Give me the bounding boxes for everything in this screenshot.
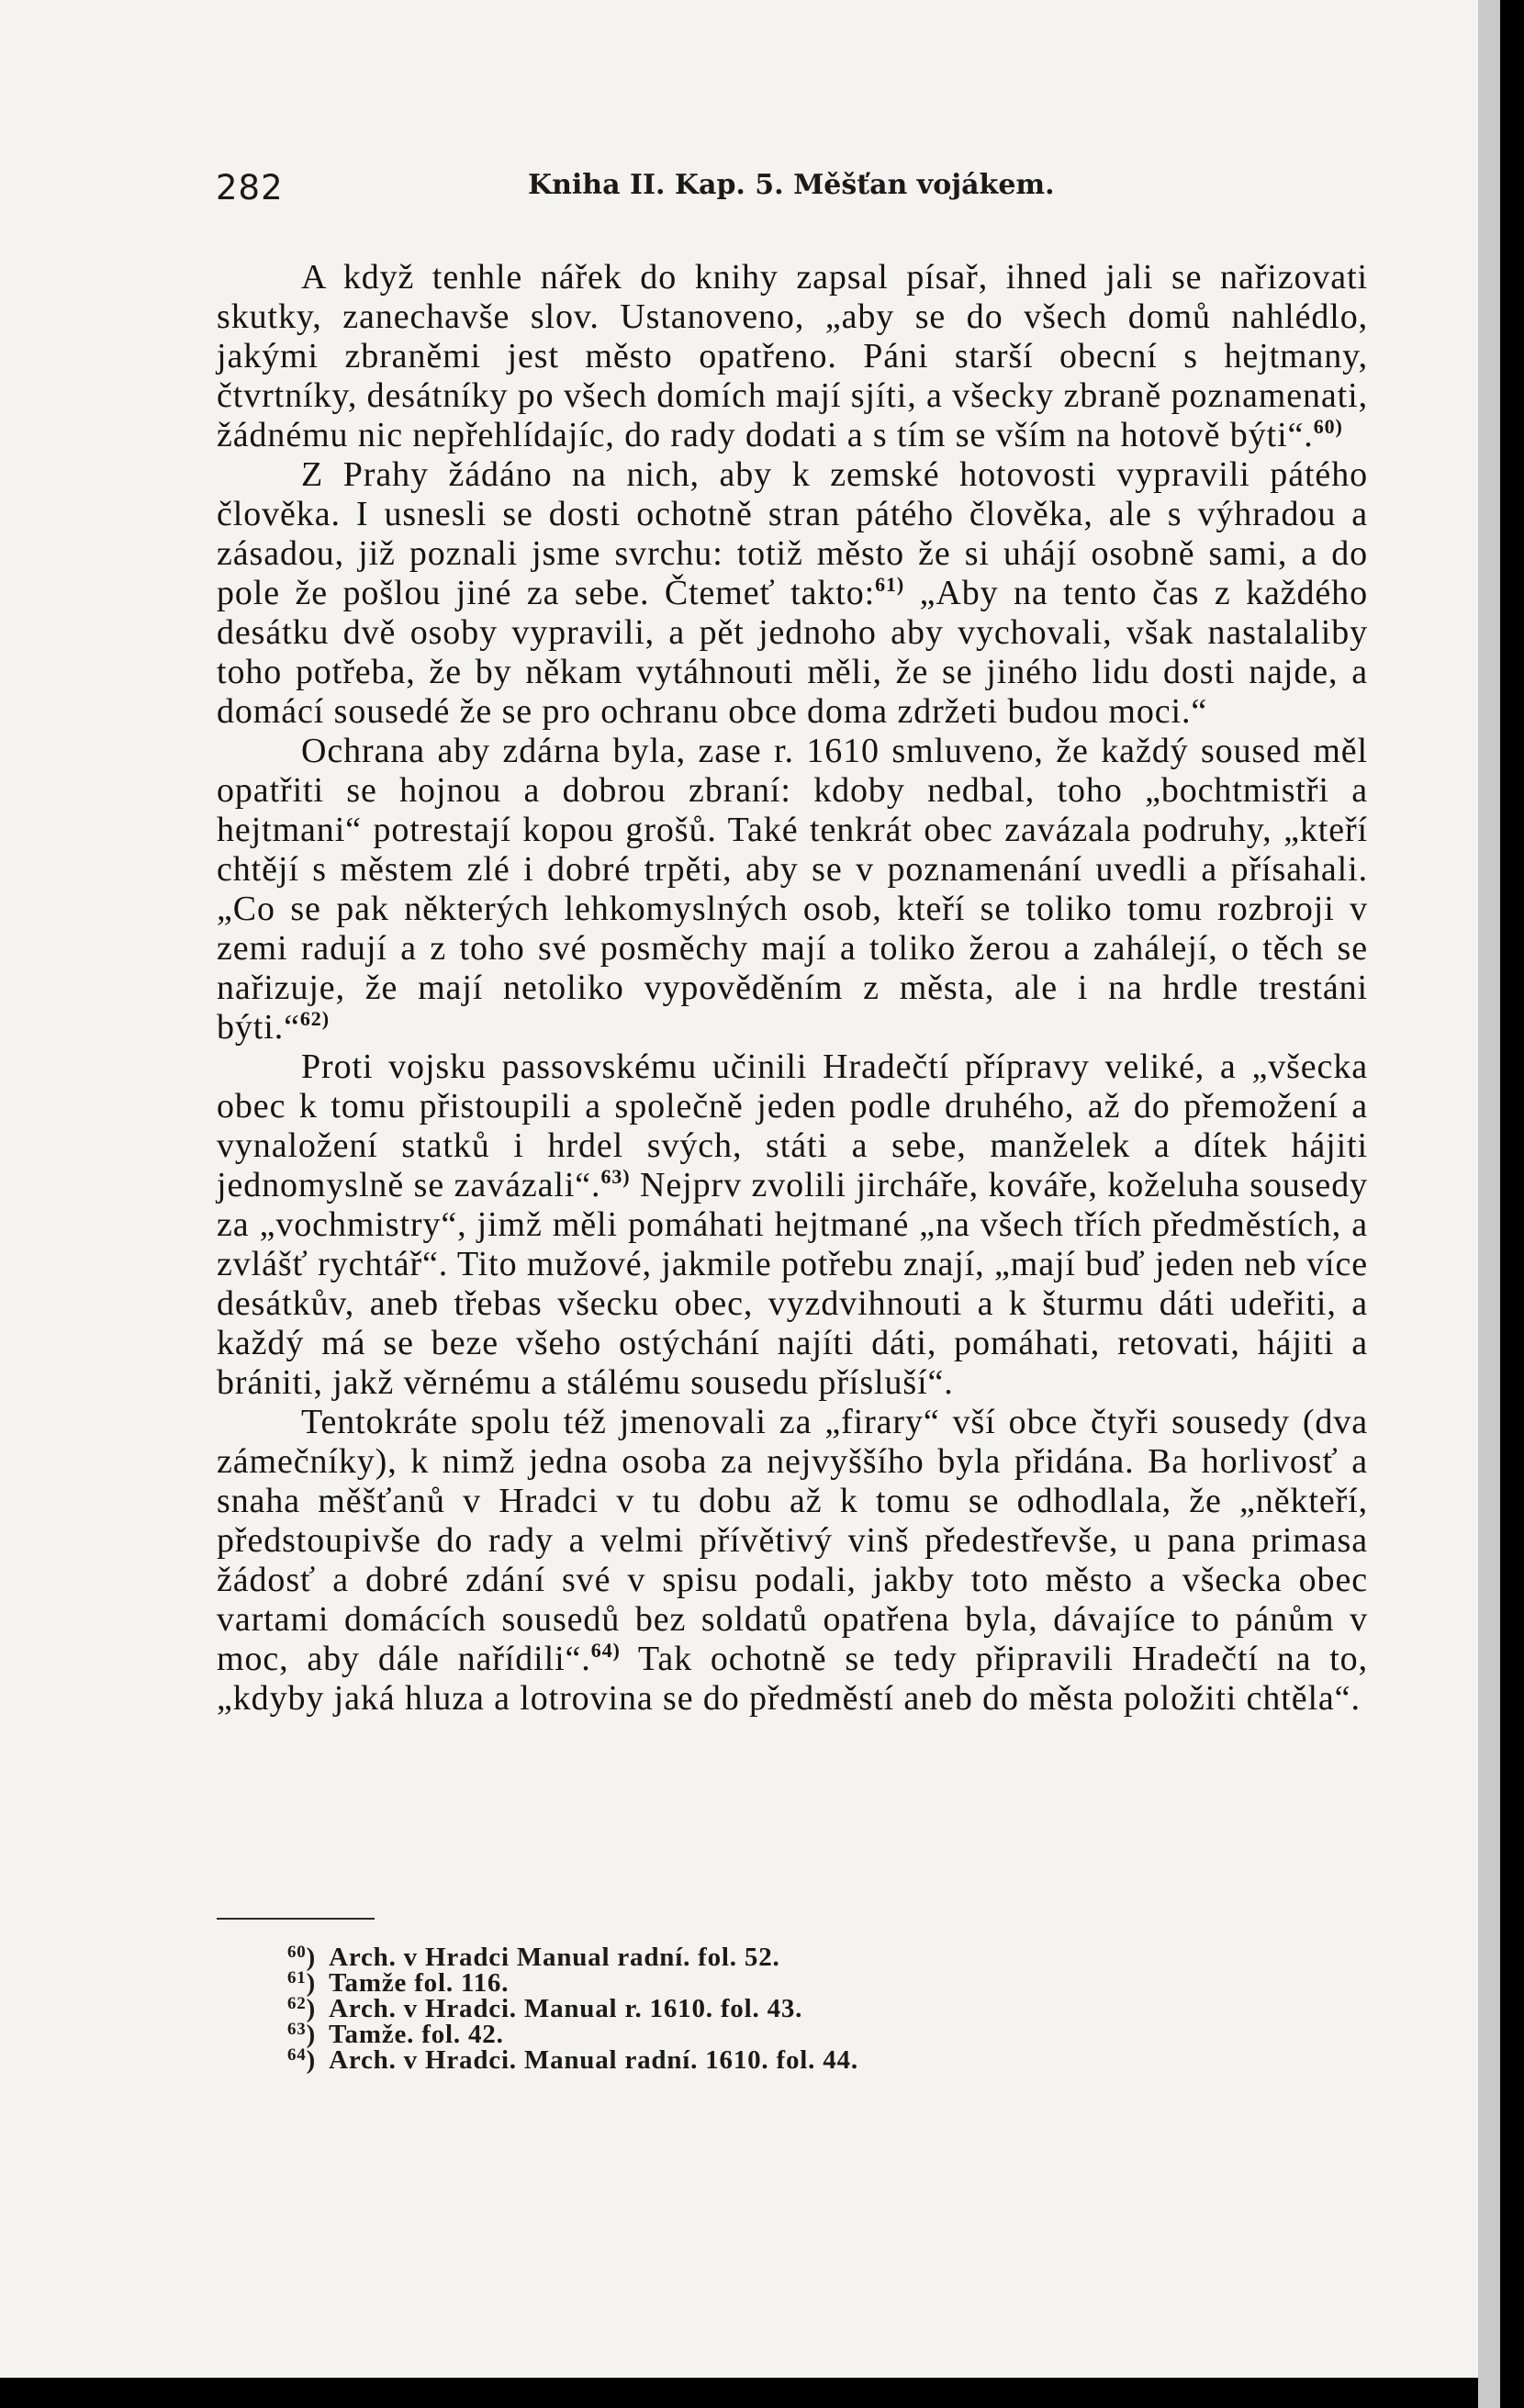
paragraph-3 <box>217 732 1368 1047</box>
scan-edge <box>1478 0 1500 2408</box>
footnote-ref-60: 60) <box>1313 415 1343 438</box>
paragraph-3-text: Ochrana aby zdárna byla, zase r. 1610 smluveno, že každý soused měl opatřiti se hojnou a dobrou zbraní: kdoby nedbal, toho „bochtmistři a hejtmani“ potrestají kopou grošů. Také tenkrát obec zavázala podruhy, „kteří chtějí s městem zlé i dobré trpěti, aby se v poznamenání uvedli a přísahali. „Co se pak některých lehkomyslných osob, kteří se toliko tomu rozbroji v zemi radují a z toho své posměchy mají a toliko žerou a zahálejí, o těch se nařizuje, že mají netoliko vypověděním z města, ale i na hrdle trestáni býti.“ <box>217 732 1368 1047</box>
paragraph-4-text-a: Proti vojsku passovskému učinili Hradečtí přípravy veliké, a „všecka obec k tomu přistoupili a společně jeden podle druhého, až do přemožení a vynaložení statků i hrdel svých, státi a sebe, manželek a dítek hájiti jednomyslně se zavázali“. <box>217 1047 1368 1204</box>
footnote-text: Tamže. fol. 42. <box>329 2020 504 2049</box>
footnote-ref-63: 63) <box>600 1165 631 1188</box>
page-number: 282 <box>216 168 284 207</box>
paragraph-5 <box>217 1403 1368 1719</box>
footnotes <box>287 1944 858 2073</box>
paragraph-4 <box>217 1047 1368 1403</box>
paragraph-1-text: A když tenhle nářek do knihy zapsal písař, ihned jali se nařizovati skutky, zanechavše slov. Ustanoveno, „aby se do všech domů nahlédlo, jakými zbraněmi jest město opatřeno. Páni starší obecní s hejtmany, čtvrtníky, desátníky po všech domích mají sjíti, a všecky zbraně poznamenati, žádnému nic nepřehlídajíc, do rady dodati a s tím se vším na hotově býti“. <box>217 258 1368 454</box>
footnote-ref-64: 64) <box>590 1639 621 1662</box>
footnote-mark: 63 <box>287 2020 307 2039</box>
footnote-mark: 62 <box>287 1994 307 2013</box>
footnote-text: Arch. v Hradci Manual radní. fol. 52. <box>329 1943 780 1972</box>
footnote-mark: 64 <box>287 2045 307 2065</box>
main-text <box>217 258 1368 1719</box>
footnote-64: $^{64}$) Arch. v Hradci. Manual radní. 1610. fol. 44. <box>287 2045 858 2075</box>
paragraph-2-text-a: Z Prahy žádáno na nich, aby k zemské hotovosti vypravili pátého člověka. I usnesli se dosti ochotně stran pátého člověka, ale s výhradou a zásadou, již poznali jsme svrchu: totiž město že si uhájí osobně sami, a do pole že pošlou jiné za sebe. Čtemeť takto: <box>217 455 1368 612</box>
footnote-divider <box>217 1918 375 1920</box>
paragraph-4-text-b: Nejprv zvolili jircháře, kováře, koželuha sousedy za „vochmistry“, jimž měli pomáhati hejtmané „na všech třích předměstích, a zvlášť rychtář“. Tito mužové, jakmile potřebu znají, „mají buď jeden neb více desátkův, aneb třebas všecku obec, vyzdvihnouti a k šturmu dáti udeřiti, a každý má se beze všeho ostýchání najíti dáti, pomáhati, retovati, hájiti a brániti, jakž věrnému a stálému sousedu přísluší“. <box>217 1166 1368 1402</box>
footnote-mark: 60 <box>287 1943 307 1962</box>
footnote-mark: 61 <box>287 1968 307 1988</box>
paragraph-5-text-a: Tentokráte spolu též jmenovali za „firary“ vší obce čtyři sousedy (dva zámečníky), k nimž jedna osoba za nejvyššího byla přidána. Ba horlivosť a snaha měšťanů v Hradci v tu dobu až k tomu se odhodlala, že „někteří, předstoupivše do rady a velmi přívětivý vinš předestřevše, u pana primasa žádosť a dobré zdání své v spisu podali, jakby toto město a všecka obec vartami domácích sousedů bez soldatů opatřena byla, dávajíce to pánům v moc, aby dále nařídili“. <box>217 1403 1368 1678</box>
footnote-61: $^{61}$) Tamže fol. 116. <box>287 1968 510 1998</box>
footnote-63: $^{63}$) Tamže. fol. 42. <box>287 2020 504 2049</box>
footnote-text: Arch. v Hradci. Manual r. 1610. fol. 43. <box>329 1994 803 2023</box>
footnote-ref-62: 62) <box>299 1007 330 1030</box>
running-head: Kniha II. Kap. 5. Měšťan vojákem. <box>528 169 1055 201</box>
paragraph-1 <box>217 258 1368 455</box>
footnote-ref-61: 61) <box>875 573 905 596</box>
footnote-text: Tamže fol. 116. <box>329 1968 510 1998</box>
footnote-text: Arch. v Hradci. Manual radní. 1610. fol. 44. <box>329 2045 858 2075</box>
paragraph-2 <box>217 455 1368 732</box>
paragraph-5-text-b: Tak ochotně se tedy připravili Hradečtí na to, „kdyby jaká hluza a lotrovina se do předměstí aneb do města položiti chtěla“. <box>217 1640 1368 1718</box>
paragraph-2-text-b: „Aby na tento čas z každého desátku dvě osoby vypravili, a pět jednoho aby vychovali, však nastalaliby toho potřeba, že by někam vytáhnouti měli, že se jiného lidu dosti najde, a domácí sousedé že se pro ochranu obce doma zdržeti budou moci.“ <box>217 574 1368 731</box>
footnote-62: $^{62}$) Arch. v Hradci. Manual r. 1610. fol. 43. <box>287 1994 803 2023</box>
footnote-60: $^{60}$) Arch. v Hradci Manual radní. fol. 52. <box>287 1943 780 1972</box>
